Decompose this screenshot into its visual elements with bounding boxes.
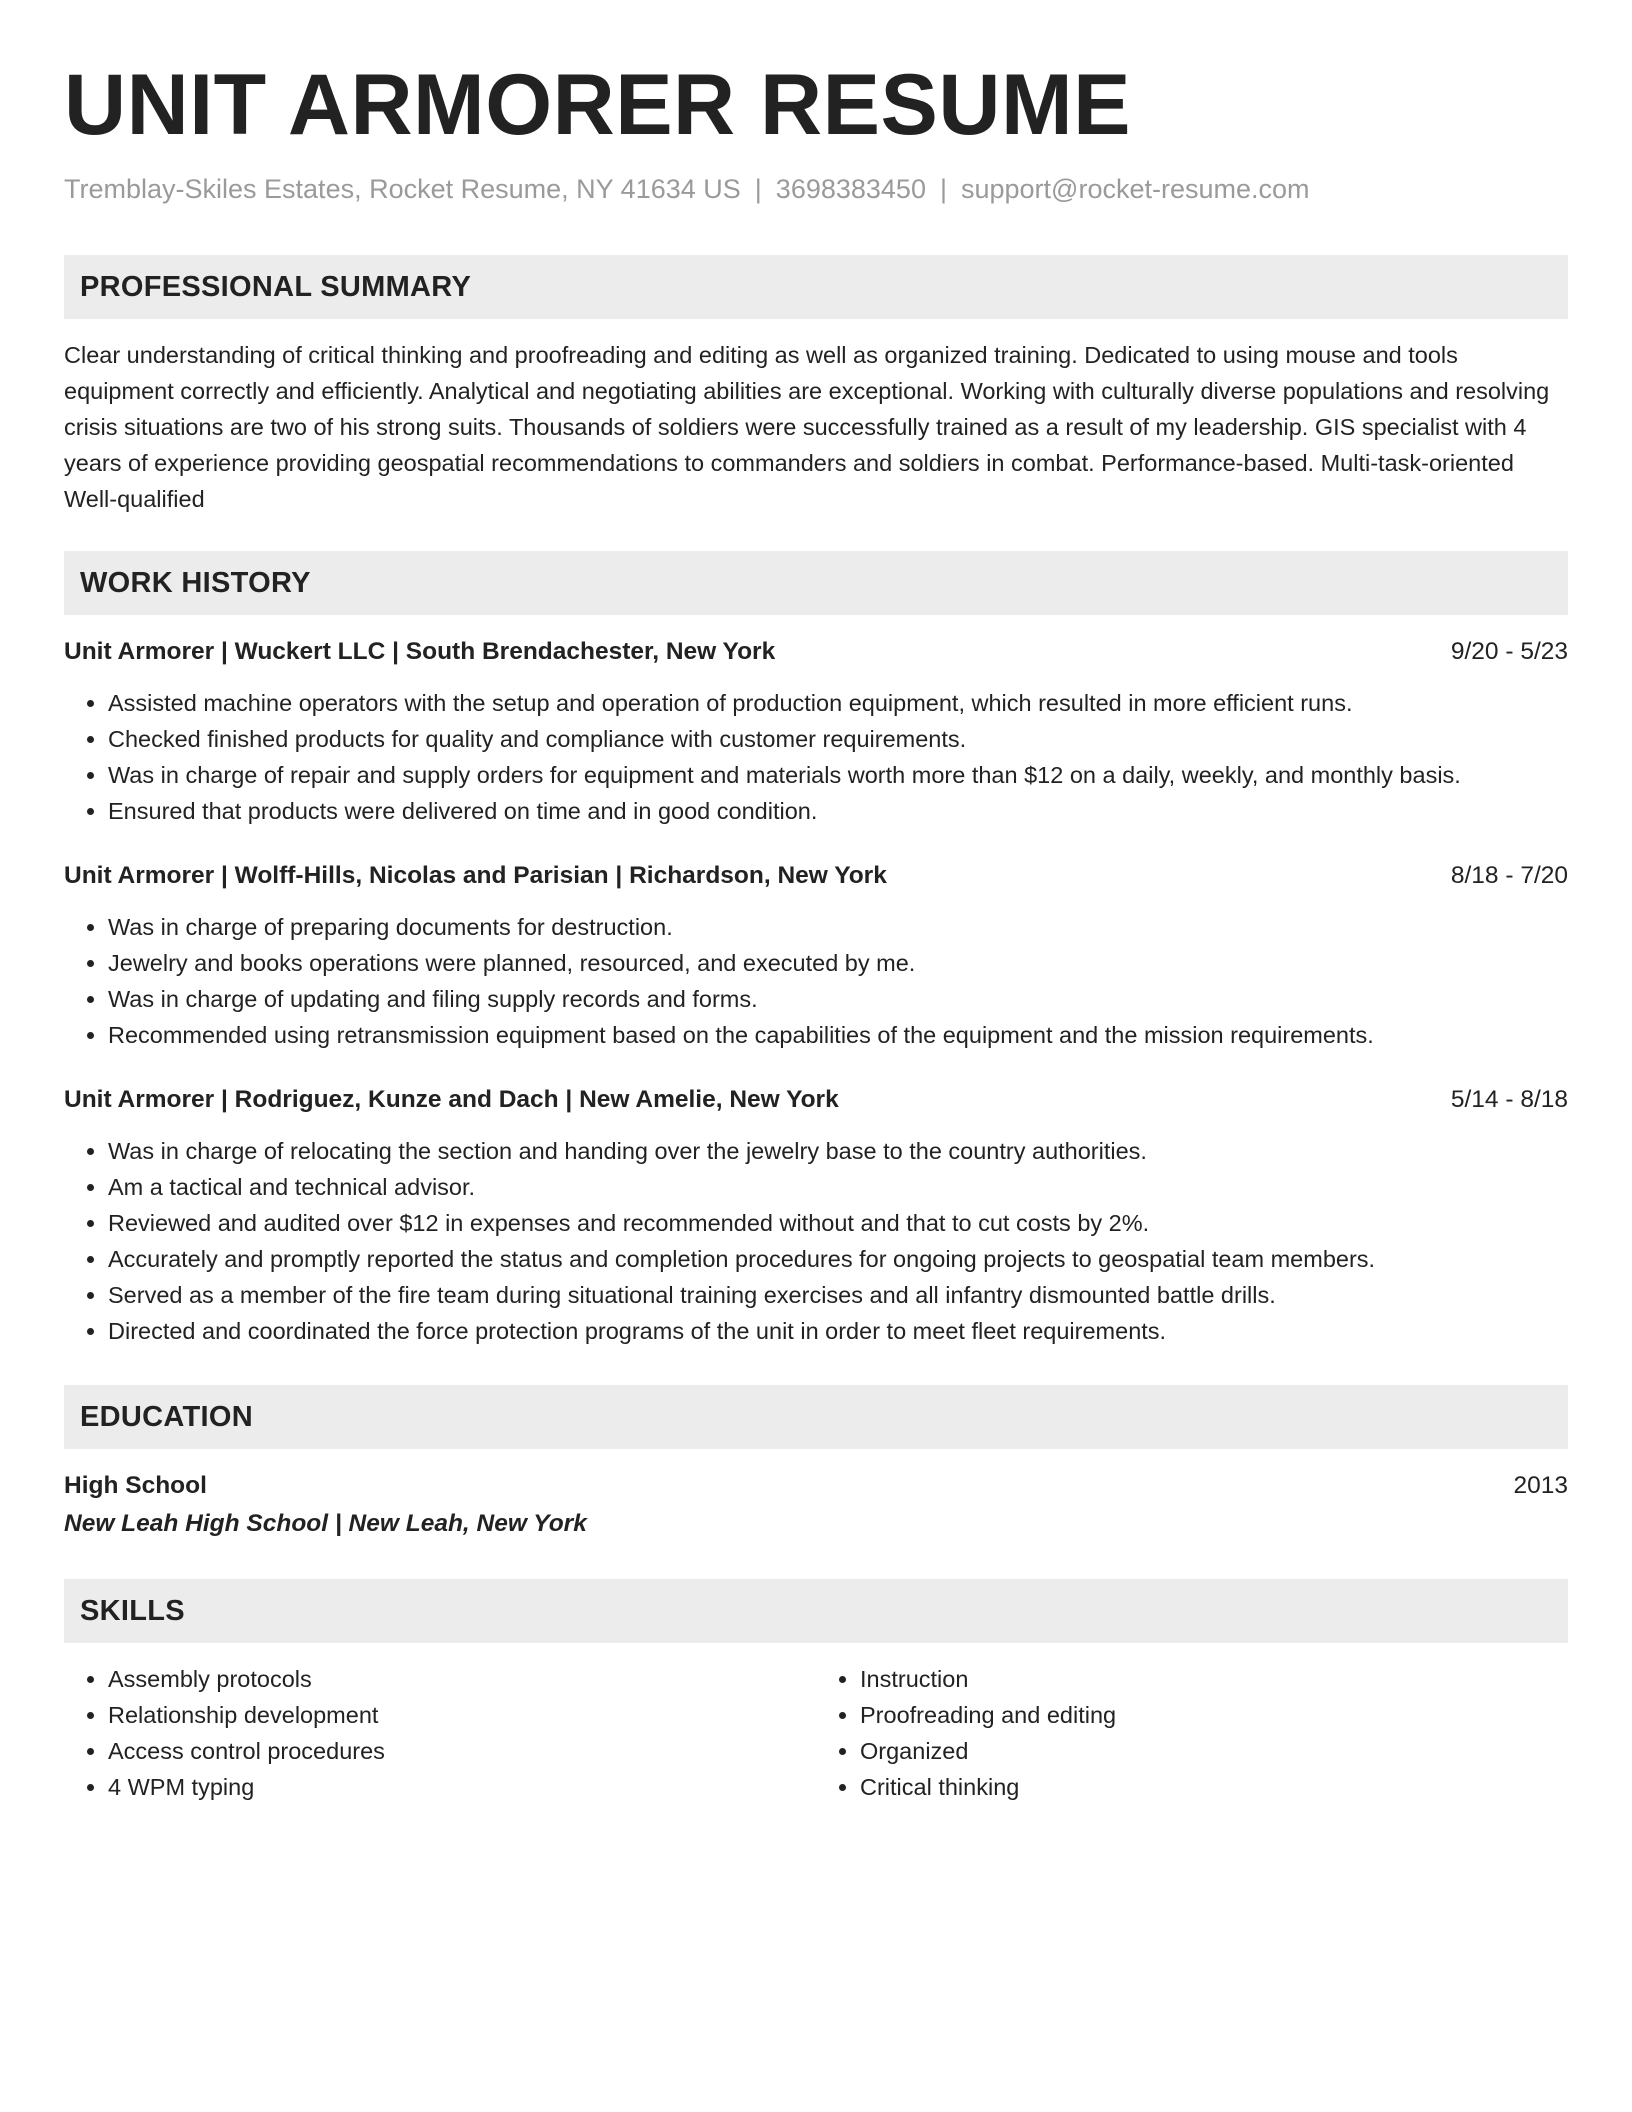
resume-title: UNIT ARMORER RESUME	[64, 57, 1131, 153]
job-header	[64, 859, 1568, 893]
contact-phone: 3698383450	[775, 174, 926, 204]
job-bullet: • Was in charge of preparing documents for destruction.	[108, 909, 1568, 945]
job-bullet: • Am a tactical and technical advisor.	[108, 1169, 1568, 1205]
summary-text: Clear understanding of critical thinking and proofreading and editing as well as organized training. Dedicated to using mouse and tools equipment correctly and efficiently. Analytical and negotiating abilities are exceptional. Working with culturally diverse populations and resolving crisis situations are two of his strong suits. Thousands of soldiers were successfully trained as a result of my leadership. GIS specialist with 4 years of experience providing geospatial recommendations to commanders and soldiers in combat. Performance-based. Multi-task-oriented Well-qualified	[64, 342, 1550, 512]
job-date: 8/18 - 7/20	[1450, 862, 1568, 889]
education-degree: High School	[64, 1472, 207, 1499]
skill-item: • Instruction	[860, 1661, 1568, 1697]
job-bullet: • Served as a member of the fire team during situational training exercises and all infantry dismounted battle drills.	[108, 1277, 1568, 1313]
skill-item: • Organized	[860, 1733, 1568, 1769]
job-bullets	[64, 909, 1568, 1053]
job-bullet: • Checked finished products for quality and compliance with customer requirements.	[108, 721, 1568, 757]
education-year: 2013	[1513, 1472, 1568, 1499]
job-bullet: • Directed and coordinated the force protection programs of the unit in order to meet fleet requirements.	[108, 1313, 1568, 1349]
job-date: 5/14 - 8/18	[1450, 1086, 1568, 1113]
job-entry	[64, 635, 1568, 829]
job-bullet: • Jewelry and books operations were planned, resourced, and executed by me.	[108, 945, 1568, 981]
job-header	[64, 1083, 1568, 1117]
skill-item: • Critical thinking	[860, 1769, 1568, 1805]
job-bullet: • Recommended using retransmission equipment based on the capabilities of the equipment and the mission requirements.	[108, 1017, 1568, 1053]
job-bullet: • Ensured that products were delivered on time and in good condition.	[108, 793, 1568, 829]
job-entry	[64, 1083, 1568, 1349]
job-bullet: • Was in charge of relocating the section and handing over the jewelry base to the country authorities.	[108, 1133, 1568, 1169]
job-entry	[64, 859, 1568, 1053]
section-header-work-history: WORK HISTORY	[64, 551, 1568, 615]
contact-separator: |	[754, 174, 762, 204]
skill-item: • Assembly protocols	[108, 1661, 816, 1697]
job-header	[64, 635, 1568, 669]
job-title: Unit Armorer | Wuckert LLC | South Brendachester, New York	[64, 638, 776, 665]
job-bullets	[64, 685, 1568, 829]
skills-columns	[64, 1661, 1568, 1805]
section-header-summary: PROFESSIONAL SUMMARY	[64, 255, 1568, 319]
job-bullet: • Was in charge of repair and supply orders for equipment and materials worth more than $12 on a daily, weekly, and monthly basis.	[108, 757, 1568, 793]
skills-list-right	[816, 1661, 1568, 1805]
job-bullet: • Reviewed and audited over $12 in expenses and recommended without and that to cut costs by 2%.	[108, 1205, 1568, 1241]
job-title: Unit Armorer | Rodriguez, Kunze and Dach | New Amelie, New York	[64, 1086, 839, 1113]
section-header-skills: SKILLS	[64, 1579, 1568, 1643]
education-school: New Leah High School | New Leah, New York	[64, 1510, 587, 1537]
contact-separator: |	[939, 174, 947, 204]
skill-item: • 4 WPM typing	[108, 1769, 816, 1805]
job-bullet: • Was in charge of updating and filing supply records and forms.	[108, 981, 1568, 1017]
job-bullet: • Accurately and promptly reported the status and completion procedures for ongoing projects to geospatial team members.	[108, 1241, 1568, 1277]
job-bullet: • Assisted machine operators with the setup and operation of production equipment, which resulted in more efficient runs.	[108, 685, 1568, 721]
section-header-education: EDUCATION	[64, 1385, 1568, 1449]
job-bullets	[64, 1133, 1568, 1349]
skill-item: • Proofreading and editing	[860, 1697, 1568, 1733]
contact-email: support@rocket-resume.com	[960, 174, 1310, 204]
skills-list-left	[64, 1661, 816, 1805]
skill-item: • Relationship development	[108, 1697, 816, 1733]
job-title: Unit Armorer | Wolff-Hills, Nicolas and Parisian | Richardson, New York	[64, 862, 887, 889]
contact-address: Tremblay-Skiles Estates, Rocket Resume, NY 41634 US	[64, 174, 741, 204]
skill-item: • Access control procedures	[108, 1733, 816, 1769]
job-date: 9/20 - 5/23	[1450, 638, 1568, 665]
education-row	[64, 1469, 1568, 1503]
contact-line	[64, 174, 1568, 205]
